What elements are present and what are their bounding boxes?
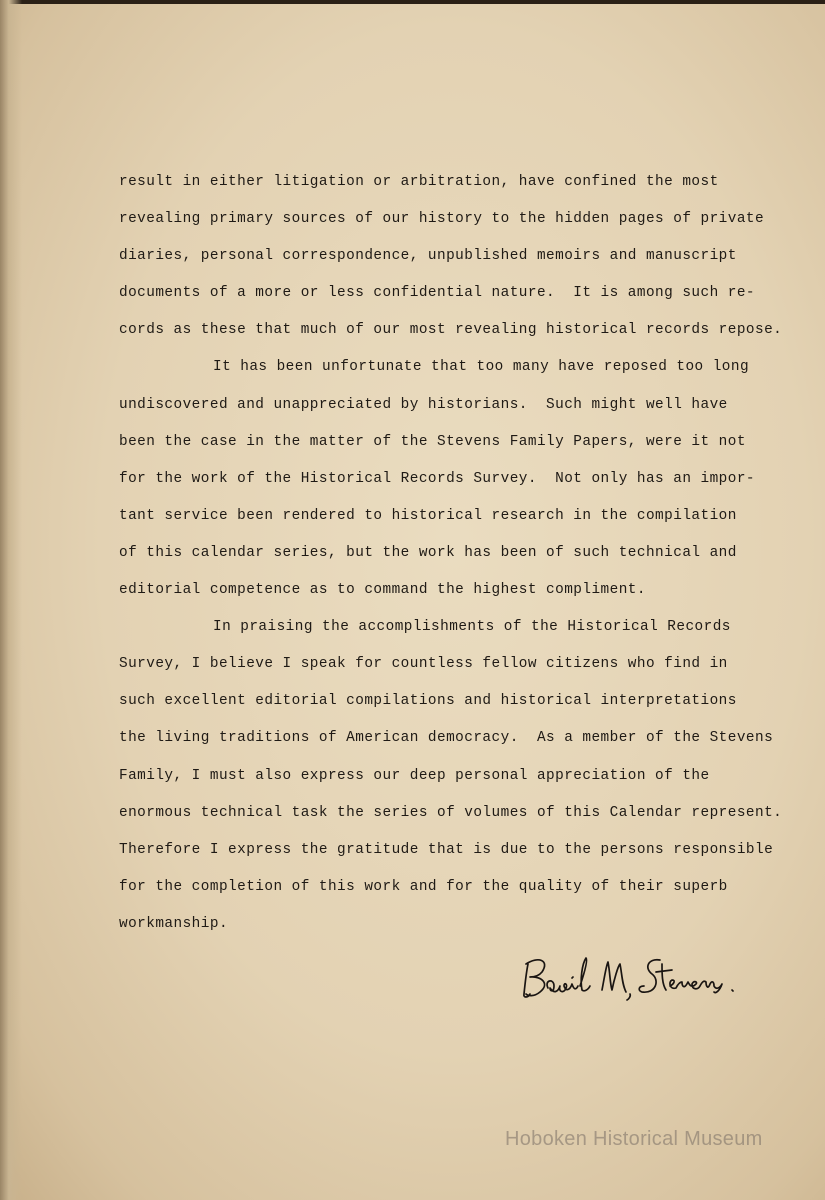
text-line: Survey, I believe I speak for countless fellow citizens who find in — [119, 656, 728, 673]
text-line: Family, I must also express our deep personal appreciation of the — [119, 767, 710, 784]
text-line: of this calendar series, but the work has been of such technical and — [119, 544, 737, 561]
text-line: enormous technical task the series of volumes of this Calendar represent. — [119, 804, 783, 821]
text-line: been the case in the matter of the Stevens Family Papers, were it not — [119, 433, 746, 450]
binding-shadow — [0, 0, 22, 1200]
text-line: workmanship. — [119, 915, 229, 932]
text-line: Therefore I express the gratitude that is due to the persons responsible — [119, 841, 774, 858]
text-line: cords as these that much of our most revealing historical records repose. — [119, 322, 783, 339]
text-line: the living traditions of American democracy. As a member of the Stevens — [119, 730, 774, 747]
text-line: It has been unfortunate that too many have reposed too long — [213, 359, 750, 376]
text-line: result in either litigation or arbitration, have confined the most — [119, 174, 719, 190]
text-line: for the work of the Historical Records Survey. Not only has an impor- — [119, 470, 756, 487]
text-line: revealing primary sources of our history to the hidden pages of private — [119, 211, 765, 228]
museum-watermark: Hoboken Historical Museum — [505, 1128, 763, 1150]
text-line: documents of a more or less confidential nature. It is among such re- — [119, 285, 756, 302]
typed-text-block — [119, 164, 819, 943]
text-line: tant service been rendered to historical research in the compilation — [119, 507, 737, 524]
text-line: diaries, personal correspondence, unpublished memoirs and manuscript — [119, 248, 737, 265]
text-line: In praising the accomplishments of the Historical Records — [213, 619, 731, 636]
text-line: editorial competence as to command the highest compliment. — [119, 582, 646, 599]
text-line: for the completion of this work and for the quality of their superb — [119, 878, 728, 895]
text-line: such excellent editorial compilations and historical interpretations — [119, 693, 737, 710]
handwritten-signature — [520, 950, 740, 1010]
page-top-edge — [0, 0, 825, 4]
text-line: undiscovered and unappreciated by historians. Such might well have — [119, 396, 728, 413]
